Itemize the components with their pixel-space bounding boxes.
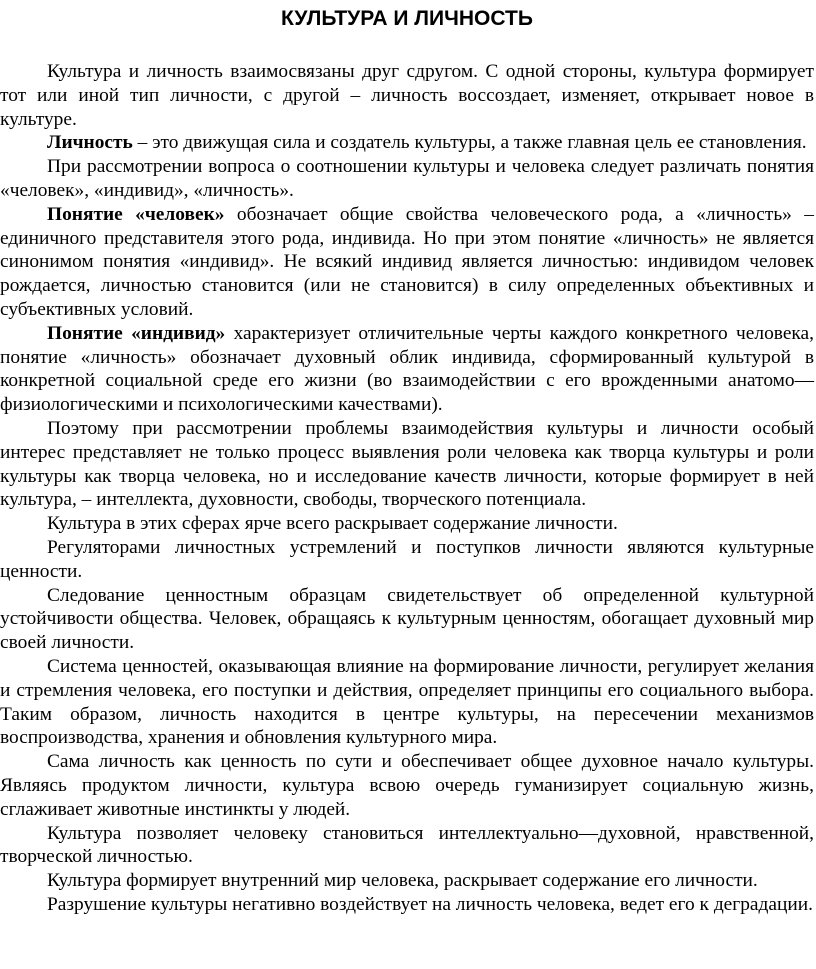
bold-term: Личность <box>47 132 133 154</box>
paragraph-text: Культура в этих сферах ярче всего раскрывает содержание личности. <box>47 513 618 535</box>
paragraph-text: Культура позволяет человеку становиться интеллектуально—духовной, нравственной, творческой личностью. <box>0 822 814 868</box>
paragraph-6 <box>0 417 814 512</box>
paragraph-text: При рассмотрении вопроса о соотношении культуры и человека следует различать понятия «человек», «индивид», «личность». <box>0 156 814 201</box>
paragraph-5 <box>0 322 814 417</box>
page-title: КУЛЬТУРА И ЛИЧНОСТЬ <box>281 7 533 30</box>
paragraph-2 <box>0 131 814 155</box>
paragraph-12 <box>0 822 814 870</box>
paragraph-9 <box>0 584 814 655</box>
paragraph-11 <box>0 750 814 821</box>
paragraph-text: Культура и личность взаимосвязаны друг сдругом. С одной стороны, культура формирует тот или иной тип личности, с другой – личность воссоздает, изменяет, открывает новое в культуре. <box>0 61 814 130</box>
paragraph-text: Регуляторами личностных устремлений и поступков личности являются культурные ценности. <box>0 536 814 582</box>
paragraph-text: обозначает общие свойства человеческого рода, а «личность» – единичного представителя этого рода, индивида. Но при этом понятие «личность» не является синонимом понятия «индивид». Не всякий индивид является личностью: индивидом человек рождается, личностью становится (или не становится) в силу определенных объективных и субъективных условий. <box>0 203 814 320</box>
paragraph-13 <box>0 869 814 893</box>
paragraph-text: Поэтому при рассмотрении проблемы взаимодействия культуры и личности особый интерес представляет не только процесс выявления роли человека как творца культуры и роли культуры как творца человека, но и исследование качеств личности, которые формирует в ней культура, – интеллекта, духовности, свободы, творческого потенциала. <box>0 417 814 511</box>
paragraph-text: – это движущая сила и создатель культуры, а также главная цель ее становления. <box>132 132 807 154</box>
paragraph-text: характеризует отличительные черты каждого конкретного человека, понятие «личность» обозначает духовный облик индивида, сформированный культурой в конкретной социальной среде его жизни (во взаимодействии с его врожденными анатомо—физиологическими и психологическими качествами). <box>0 322 815 416</box>
paragraph-10 <box>0 655 814 750</box>
bold-term: Понятие «индивид» <box>47 322 226 344</box>
paragraph-14 <box>0 893 814 917</box>
paragraph-1 <box>0 60 814 131</box>
paragraph-text: Сама личность как ценность по сути и обеспечивает общее духовное начало культуры. Являясь продуктом личности, культура всвою очередь гуманизирует социальную жизнь, сглаживает животные инстинкты у людей. <box>0 751 814 820</box>
paragraph-text: Разрушение культуры негативно воздействует на личность человека, ведет его к деградации. <box>47 893 813 915</box>
paragraph-text: Культура формирует внутренний мир человека, раскрывает содержание его личности. <box>47 870 758 892</box>
paragraph-7 <box>0 512 814 536</box>
paragraph-text: Следование ценностным образцам свидетельствует об определенной культурной устойчивости общества. Человек, обращаясь к культурным ценностям, обогащает духовный мир своей личности. <box>0 584 814 654</box>
paragraph-8 <box>0 536 814 584</box>
paragraph-4 <box>0 203 814 322</box>
paragraph-text: Система ценностей, оказывающая влияние на формирование личности, регулирует желания и стремления человека, его поступки и действия, определяет принципы его социального выбора. Таким образом, личность находится в центре культуры, на пересечении механизмов воспроизводства, хранения и обновления культурного мира. <box>0 655 814 749</box>
bold-term: Понятие «человек» <box>47 203 225 225</box>
paragraph-3 <box>0 155 814 203</box>
